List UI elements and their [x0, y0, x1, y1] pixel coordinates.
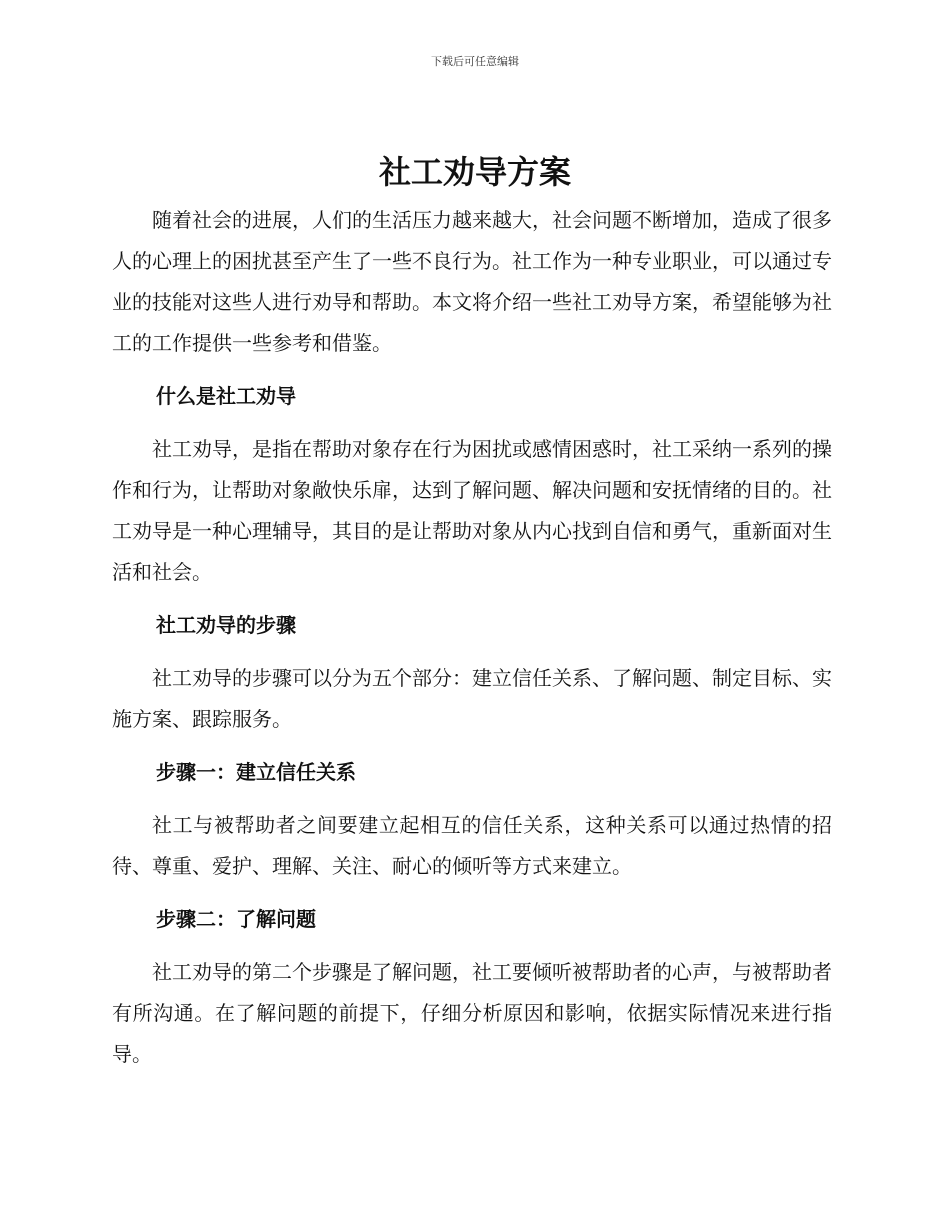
section-heading-what-is: 什么是社工劝导 — [156, 384, 296, 408]
section-paragraph-what-is: 社工劝导，是指在帮助对象存在行为困扰或感情困惑时，社工采纳一系列的操作和行为，让帮助对象敞快乐扉，达到了解问题、解决问题和安抚情绪的目的。社工劝导是一种心理辅导，其目的是让帮助对象从内心找到自信和勇气，重新面对生活和社会。 — [112, 437, 832, 584]
document-title: 社工劝导方案 — [378, 153, 571, 191]
section-paragraph-step-one: 社工与被帮助者之间要建立起相互的信任关系，这种关系可以通过热情的招待、尊重、爱护、理解、关注、耐心的倾听等方式来建立。 — [112, 813, 832, 878]
section-paragraph-step-two: 社工劝导的第二个步骤是了解问题，社工要倾听被帮助者的心声，与被帮助者有所沟通。在了解问题的前提下，仔细分析原因和影响，依据实际情况来进行指导。 — [112, 960, 832, 1066]
document-body — [112, 200, 832, 1075]
section-paragraph-steps: 社工劝导的步骤可以分为五个部分：建立信任关系、了解问题、制定目标、实施方案、跟踪服务。 — [112, 666, 832, 731]
intro-paragraph: 随着社会的进展，人们的生活压力越来越大，社会问题不断增加，造成了很多人的心理上的困扰甚至产生了一些不良行为。社工作为一种专业职业，可以通过专业的技能对这些人进行劝导和帮助。本文将介绍一些社工劝导方案，希望能够为社工的工作提供一些参考和借鉴。 — [112, 208, 832, 355]
section-heading-step-one: 步骤一：建立信任关系 — [156, 760, 356, 784]
header-note: 下载后可任意编辑 — [431, 55, 519, 68]
section-heading-steps: 社工劝导的步骤 — [156, 613, 296, 637]
section-heading-step-two: 步骤二：了解问题 — [156, 907, 316, 931]
